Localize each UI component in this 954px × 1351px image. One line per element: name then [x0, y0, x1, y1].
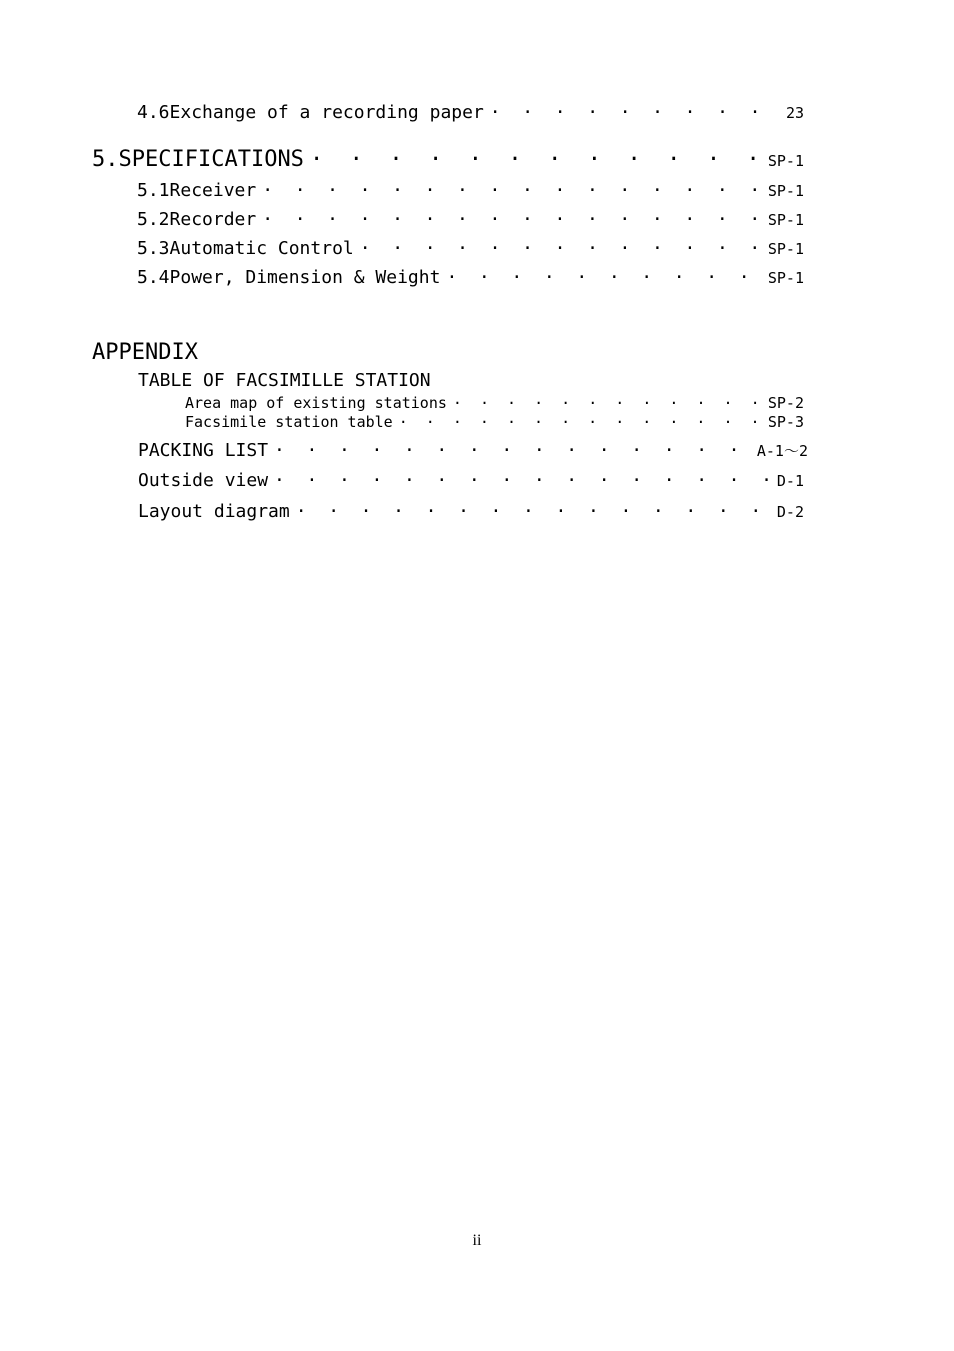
page-number: ii — [472, 1232, 482, 1249]
toc-entry-area-map — [185, 394, 804, 412]
entry-number: 5.2 — [137, 209, 170, 230]
entry-title: PACKING LIST — [138, 440, 269, 461]
entry-page: SP-1 — [767, 211, 804, 229]
entry-page: SP-1 — [767, 240, 804, 258]
entry-title: Receiver — [169, 180, 257, 201]
dot-leader — [360, 238, 762, 259]
dot-leader — [262, 209, 762, 230]
toc-entry-packing-list — [138, 440, 808, 461]
entry-page: D-2 — [776, 503, 804, 521]
dot-leader — [399, 413, 762, 431]
dot-leader — [446, 267, 761, 288]
toc-entry-5-3 — [137, 238, 804, 259]
entry-page: SP-1 — [767, 269, 804, 287]
section-page: SP-1 — [767, 152, 804, 170]
toc-entry-outside-view — [138, 470, 804, 491]
entry-title: Power, Dimension & Weight — [169, 267, 441, 288]
entry-number: 5.4 — [137, 267, 170, 288]
entry-page: D-1 — [776, 472, 804, 490]
section-title: SPECIFICATIONS — [118, 147, 304, 172]
entry-page: SP-1 — [767, 182, 804, 200]
entry-title: Recorder — [169, 209, 257, 230]
toc-section-5 — [92, 147, 804, 172]
entry-title: Layout diagram — [138, 501, 290, 522]
toc-entry-5-2 — [137, 209, 804, 230]
entry-title: Area map of existing stations — [185, 394, 447, 412]
entry-title: Exchange of a recording paper — [169, 102, 484, 123]
dot-leader — [296, 501, 771, 522]
toc-entry-station-table — [185, 413, 804, 431]
entry-page: SP-3 — [767, 413, 804, 431]
dot-leader — [274, 440, 751, 461]
entry-title: Outside view — [138, 470, 269, 491]
dot-leader — [262, 180, 762, 201]
section-number: 5. — [92, 147, 119, 172]
entry-number: 5.1 — [137, 180, 170, 201]
dot-leader — [274, 470, 771, 491]
toc-entry-layout-diagram — [138, 501, 804, 522]
dot-leader — [490, 102, 780, 123]
entry-title: Automatic Control — [169, 238, 354, 259]
toc-entry-5-1 — [137, 180, 804, 201]
entry-number: 5.3 — [137, 238, 170, 259]
dot-leader — [453, 394, 762, 412]
appendix-title: APPENDIX — [92, 340, 198, 365]
dot-leader — [310, 147, 762, 172]
entry-title: Facsimile station table — [185, 413, 393, 431]
facsimile-station-table-title: TABLE OF FACSIMILLE STATION — [138, 370, 431, 391]
entry-page: SP-2 — [767, 394, 804, 412]
toc-entry-5-4 — [137, 267, 804, 288]
entry-number: 4.6 — [137, 102, 170, 123]
entry-page: 23 — [785, 104, 804, 122]
entry-page: A-1～2 — [756, 442, 808, 460]
toc-entry-4-6 — [137, 102, 804, 123]
